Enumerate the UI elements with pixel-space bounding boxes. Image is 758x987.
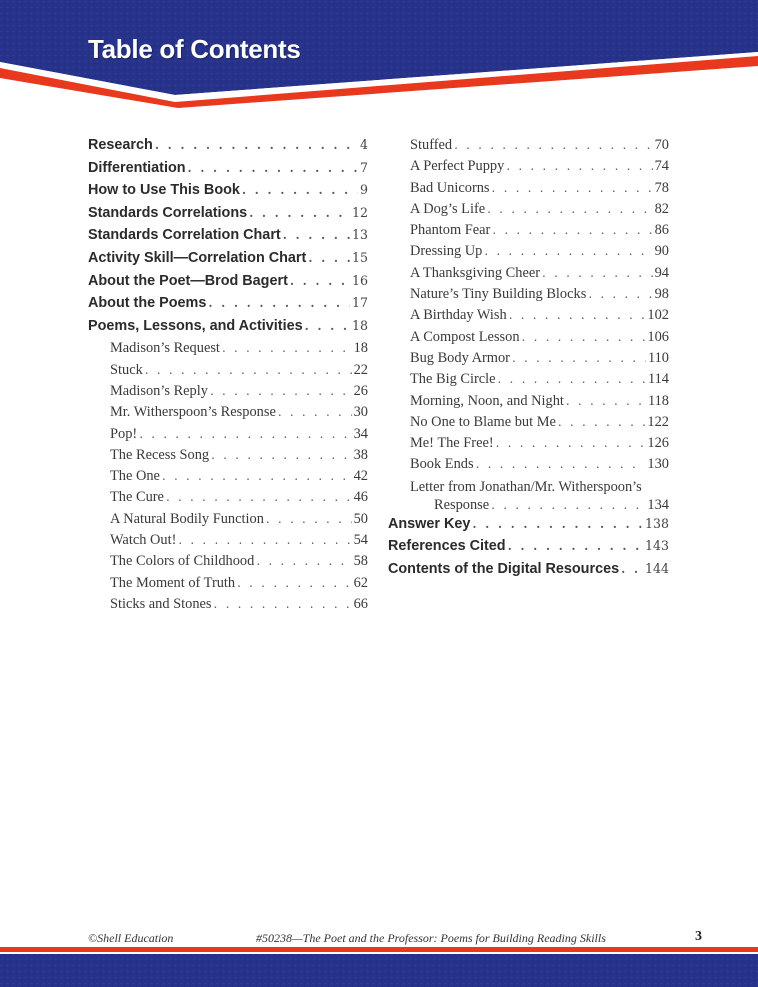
toc-entry-page: 18 xyxy=(353,340,368,357)
toc-lesson-entry[interactable] xyxy=(388,243,669,264)
toc-entry-title: The One xyxy=(110,468,160,485)
toc-lesson-entry[interactable] xyxy=(88,596,368,617)
toc-entry-page: 126 xyxy=(647,435,669,452)
dot-leader xyxy=(278,405,352,419)
toc-lesson-entry[interactable] xyxy=(388,180,669,201)
dot-leader xyxy=(210,384,352,398)
toc-entry-page: 17 xyxy=(351,295,368,311)
toc-entry-page: 38 xyxy=(353,446,368,463)
toc-entry-title: Me! The Free! xyxy=(410,435,494,452)
toc-lesson-entry[interactable] xyxy=(88,511,368,532)
dot-leader xyxy=(208,296,350,310)
toc-entry-page: 66 xyxy=(353,595,368,612)
toc-entry-title: Sticks and Stones xyxy=(110,595,212,612)
dot-leader xyxy=(178,533,351,547)
toc-entry-title: A Natural Bodily Function xyxy=(110,510,264,527)
dot-leader xyxy=(472,517,643,531)
toc-entry-page: 12 xyxy=(351,204,368,220)
toc-lesson-entry[interactable] xyxy=(388,201,669,222)
toc-entry-page: 42 xyxy=(353,468,368,485)
dot-leader xyxy=(256,554,351,568)
dot-leader xyxy=(491,496,645,514)
dot-leader xyxy=(509,308,646,322)
toc-entry-title: The Recess Song xyxy=(110,446,210,463)
footer-publisher: ©Shell Education xyxy=(88,931,174,945)
toc-entry-title: Watch Out! xyxy=(110,532,177,549)
toc-lesson-entry[interactable] xyxy=(88,426,368,447)
dot-leader xyxy=(237,576,351,590)
toc-entry-title: Bad Unicorns xyxy=(410,179,490,196)
toc-entry-title: A Dog’s Life xyxy=(410,200,486,217)
toc-entry-page: 9 xyxy=(359,182,368,198)
toc-entry-title: No One to Blame but Me xyxy=(410,413,556,430)
toc-section-entry[interactable] xyxy=(88,273,368,296)
toc-entry-title: Mr. Witherspoon’s Response xyxy=(110,404,276,421)
toc-entry-title: Book Ends xyxy=(410,456,474,473)
toc-lesson-entry[interactable] xyxy=(388,435,669,456)
toc-section-entry[interactable] xyxy=(388,538,669,561)
toc-section-entry[interactable] xyxy=(388,561,669,584)
toc-entry-title: A Thanksgiving Cheer xyxy=(410,264,541,281)
toc-entry-title: Differentiation xyxy=(88,159,186,176)
dot-leader xyxy=(211,448,351,462)
page-title: Table of Contents xyxy=(88,34,301,64)
dot-leader xyxy=(242,183,358,197)
toc-entry-page: 110 xyxy=(647,349,669,366)
dot-leader xyxy=(487,202,652,216)
toc-entry-page: 30 xyxy=(353,404,368,421)
dot-leader xyxy=(266,512,352,526)
toc-entry-title: A Compost Lesson xyxy=(410,328,520,345)
toc-section-entry[interactable] xyxy=(88,160,368,183)
toc-entry-title: Stuck xyxy=(110,361,143,378)
toc-section-entry[interactable] xyxy=(88,182,368,205)
toc-entry-page: 82 xyxy=(654,200,669,217)
toc-entry-page: 134 xyxy=(647,496,669,513)
toc-entry-page: 114 xyxy=(647,371,669,388)
toc-entry-title: References Cited xyxy=(388,538,506,555)
toc-entry-continuation xyxy=(410,496,669,516)
dot-leader xyxy=(522,330,646,344)
dot-leader xyxy=(508,539,643,553)
toc-entry-wrapped[interactable] xyxy=(388,478,669,516)
toc-entry-page: 62 xyxy=(353,574,368,591)
toc-entry-page: 34 xyxy=(353,425,368,442)
toc-lesson-entry[interactable] xyxy=(88,383,368,404)
toc-entry-page: 90 xyxy=(654,243,669,260)
toc-entry-page: 102 xyxy=(647,307,669,324)
toc-entry-page: 4 xyxy=(359,137,368,152)
dot-leader xyxy=(498,372,646,386)
toc-section-entry[interactable] xyxy=(88,318,368,341)
toc-right-column xyxy=(388,137,669,584)
footer-book-title: The Poet and the Professor: Poems for Building Reading Skills xyxy=(302,931,606,945)
toc-lesson-entry[interactable] xyxy=(388,222,669,243)
toc-entry-page: 144 xyxy=(644,560,669,576)
toc-entry-title: About the Poet—Brod Bagert xyxy=(88,272,288,289)
toc-entry-title: Morning, Noon, and Night xyxy=(410,392,564,409)
dot-leader xyxy=(290,274,350,288)
toc-entry-title: Pop! xyxy=(110,425,138,442)
toc-entry-page: 138 xyxy=(644,515,669,531)
dot-leader xyxy=(496,436,646,450)
toc-entry-page: 122 xyxy=(647,413,669,430)
dot-leader xyxy=(588,287,652,301)
toc-lesson-entry[interactable] xyxy=(388,414,669,435)
toc-lesson-entry[interactable] xyxy=(88,362,368,383)
toc-entry-page: 143 xyxy=(644,538,669,554)
toc-lesson-entry[interactable] xyxy=(388,137,669,158)
dot-leader xyxy=(162,469,352,483)
toc-lesson-entry[interactable] xyxy=(388,350,669,371)
toc-entry-page: 130 xyxy=(647,456,669,473)
toc-entry-page: 16 xyxy=(351,272,368,288)
dot-leader xyxy=(566,394,646,408)
toc-entry-page: 106 xyxy=(647,328,669,345)
toc-section-entry[interactable] xyxy=(88,250,368,273)
toc-entry-page: 26 xyxy=(353,382,368,399)
toc-entry-title: Letter from Jonathan/Mr. Witherspoon’s xyxy=(410,478,642,495)
toc-entry-title: Activity Skill—Correlation Chart xyxy=(88,249,307,266)
toc-lesson-entry[interactable] xyxy=(88,447,368,468)
toc-entry-title-line2: Response xyxy=(434,496,490,513)
dot-leader xyxy=(249,206,350,220)
dot-leader xyxy=(222,341,352,355)
toc-entry-title: The Cure xyxy=(110,489,164,506)
dot-leader xyxy=(512,351,646,365)
page-header-banner xyxy=(0,0,758,112)
toc-entry-title: Nature’s Tiny Building Blocks xyxy=(410,286,587,303)
toc-entry-page: 54 xyxy=(353,532,368,549)
dot-leader xyxy=(484,244,652,258)
toc-entry-page: 94 xyxy=(654,264,669,281)
toc-section-entry[interactable] xyxy=(388,516,669,539)
toc-lesson-entry[interactable] xyxy=(88,575,368,596)
toc-lesson-entry[interactable] xyxy=(88,468,368,489)
toc-lesson-entry[interactable] xyxy=(388,307,669,328)
dot-leader xyxy=(542,266,653,280)
toc-entry-page: 86 xyxy=(654,222,669,239)
dot-leader xyxy=(155,138,358,152)
toc-entry-title: Madison’s Reply xyxy=(110,382,208,399)
toc-entry-title: Stuffed xyxy=(410,137,453,153)
toc-lesson-entry[interactable] xyxy=(388,265,669,286)
toc-entry-page: 46 xyxy=(353,489,368,506)
dot-leader xyxy=(492,181,653,195)
footer-product-code: #50238— xyxy=(256,931,303,945)
toc-section-entry[interactable] xyxy=(88,205,368,228)
toc-entry-title: A Birthday Wish xyxy=(410,307,507,324)
toc-entry-title: A Perfect Puppy xyxy=(410,158,505,175)
dot-leader xyxy=(308,251,350,265)
toc-section-entry[interactable] xyxy=(88,137,368,160)
toc-entry-title: Standards Correlation Chart xyxy=(88,227,281,244)
toc-lesson-entry[interactable] xyxy=(388,286,669,307)
toc-entry-title: Research xyxy=(88,137,153,153)
dot-leader xyxy=(139,427,351,441)
dot-leader xyxy=(506,159,652,173)
toc-entry-page: 74 xyxy=(654,158,669,175)
toc-lesson-entry[interactable] xyxy=(88,532,368,553)
footer-book-reference xyxy=(256,931,606,946)
footer-page-number: 3 xyxy=(695,929,702,944)
toc-entry-title: Madison’s Request xyxy=(110,340,220,357)
toc-entry-title: Answer Key xyxy=(388,515,471,532)
toc-entry-page: 78 xyxy=(654,179,669,196)
toc-lesson-entry[interactable] xyxy=(388,158,669,179)
toc-entry-title: Dressing Up xyxy=(410,243,483,260)
toc-entry-title: The Colors of Childhood xyxy=(110,553,255,570)
dot-leader xyxy=(214,597,352,611)
toc-entry-title: Poems, Lessons, and Activities xyxy=(88,317,303,334)
toc-section-entry[interactable] xyxy=(88,295,368,318)
toc-lesson-entry[interactable] xyxy=(388,371,669,392)
dot-leader xyxy=(188,161,358,175)
dot-leader xyxy=(305,319,350,333)
toc-lesson-entry[interactable] xyxy=(88,404,368,425)
toc-lesson-entry[interactable] xyxy=(88,340,368,361)
toc-entry-title: The Big Circle xyxy=(410,371,496,388)
toc-entry-page: 15 xyxy=(351,249,368,265)
toc-entry-title: The Moment of Truth xyxy=(110,574,236,591)
toc-lesson-entry[interactable] xyxy=(388,456,669,477)
toc-lesson-entry[interactable] xyxy=(88,489,368,510)
toc-entry-page: 118 xyxy=(647,392,669,409)
toc-entry-title: About the Poems xyxy=(88,295,207,312)
toc-lesson-entry[interactable] xyxy=(88,553,368,574)
toc-entry-page: 7 xyxy=(359,159,368,175)
toc-entry-page: 70 xyxy=(654,137,669,153)
toc-entry-title: Bug Body Armor xyxy=(410,349,510,366)
dot-leader xyxy=(558,415,646,429)
toc-entry-page: 22 xyxy=(353,361,368,378)
toc-entry-title: Phantom Fear xyxy=(410,222,491,239)
toc-entry-title: How to Use This Book xyxy=(88,182,240,199)
dot-leader xyxy=(476,457,646,471)
toc-entry-title: Standards Correlations xyxy=(88,204,248,221)
toc-left-column xyxy=(88,137,368,617)
toc-lesson-entry[interactable] xyxy=(388,329,669,350)
toc-lesson-entry[interactable] xyxy=(388,393,669,414)
toc-entry-page: 18 xyxy=(351,317,368,333)
toc-entry-page: 13 xyxy=(351,227,368,243)
toc-entry-page: 50 xyxy=(353,510,368,527)
toc-entry-page: 98 xyxy=(654,286,669,303)
toc-entry-title: Contents of the Digital Resources xyxy=(388,560,620,577)
dot-leader xyxy=(145,363,352,377)
dot-leader xyxy=(492,223,652,237)
page-footer xyxy=(0,922,758,987)
dot-leader xyxy=(283,228,350,242)
dot-leader xyxy=(454,138,653,152)
toc-entry-page: 58 xyxy=(353,553,368,570)
toc-section-entry[interactable] xyxy=(88,227,368,250)
dot-leader xyxy=(621,562,643,576)
dot-leader xyxy=(166,490,352,504)
